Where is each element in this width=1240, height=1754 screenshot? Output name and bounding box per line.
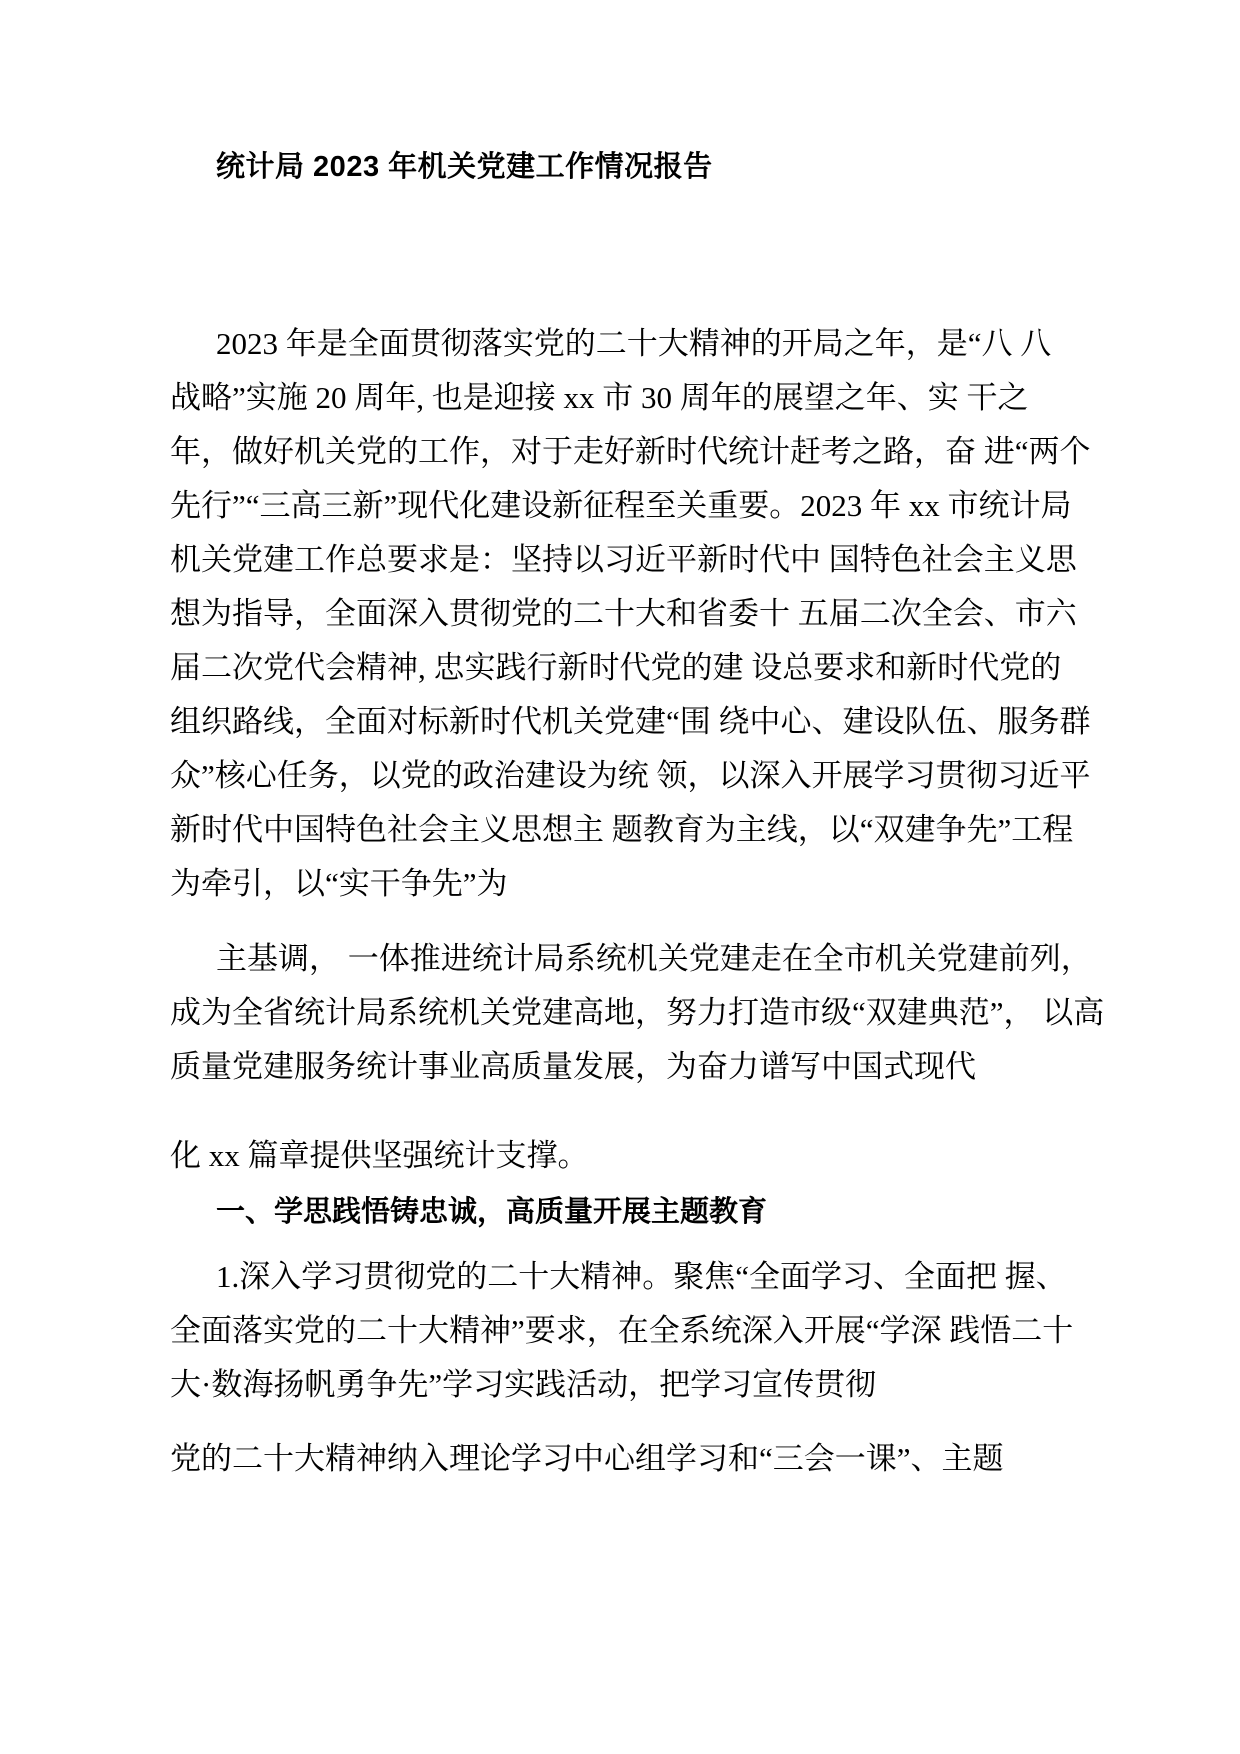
text-line: 组织路线，全面对标新时代机关党建“围 绕中心、建设队伍、服务群 [170, 704, 1091, 739]
text-line: 想为指导，全面深入贯彻党的二十大和省委十 五届二次全会、市六 [170, 596, 1077, 631]
text-line: 1.深入学习贯彻党的二十大精神。聚焦“全面学习、全面把 握、 [216, 1259, 1067, 1294]
text-line: 成为全省统计局系统机关党建高地，努力打造市级“双建典范”， 以高 [170, 995, 1105, 1030]
text-line: 战略”实施 20 周年, 也是迎接 xx 市 30 周年的展望之年、实 干之 [170, 380, 1029, 415]
body-paragraph-1 [170, 317, 1090, 911]
document-title: 统计局 2023 年机关党建工作情况报告 [216, 151, 713, 183]
text-line: 机关党建工作总要求是：坚持以习近平新时代中 国特色社会主义思 [170, 542, 1077, 577]
body-paragraph-3 [170, 1129, 1090, 1183]
text-line: 大·数海扬帆勇争先”学习实践活动，把学习宣传贯彻 [170, 1367, 877, 1402]
text-line: 2023 年是全面贯彻落实党的二十大精神的开局之年，是“八 八 [216, 326, 1052, 361]
text-line: 届二次党代会精神, 忠实践行新时代党的建 设总要求和新时代党的 [170, 650, 1062, 685]
text-line: 年，做好机关党的工作，对于走好新时代统计赶考之路，奋 进“两个 [170, 434, 1091, 469]
text-line: 化 xx 篇章提供坚强统计支撑。 [170, 1138, 589, 1173]
text-line: 主基调， 一体推进统计局系统机关党建走在全市机关党建前列， [216, 941, 1092, 976]
section-heading-1: 一、学思践悟铸忠诚，高质量开展主题教育 [216, 1196, 768, 1228]
body-paragraph-4 [170, 1250, 1090, 1412]
text-line: 为牵引，以“实干争先”为 [170, 866, 508, 901]
text-line: 先行”“三高三新”现代化建设新征程至关重要。2023 年 xx 市统计局 [170, 488, 1072, 523]
text-line: 新时代中国特色社会主义思想主 题教育为主线，以“双建争先”工程 [170, 812, 1074, 847]
text-line: 全面落实党的二十大精神”要求，在全系统深入开展“学深 践悟二十 [170, 1313, 1074, 1348]
body-paragraph-2 [170, 932, 1105, 1094]
page-content [170, 0, 1105, 1486]
text-line: 众”核心任务，以党的政治建设为统 领，以深入开展学习贯彻习近平 [170, 758, 1091, 793]
text-line: 党的二十大精神纳入理论学习中心组学习和“三会一课”、主题 [170, 1441, 1004, 1476]
text-line: 质量党建服务统计事业高质量发展，为奋力谱写中国式现代 [170, 1049, 976, 1084]
body-paragraph-5 [170, 1432, 1090, 1486]
